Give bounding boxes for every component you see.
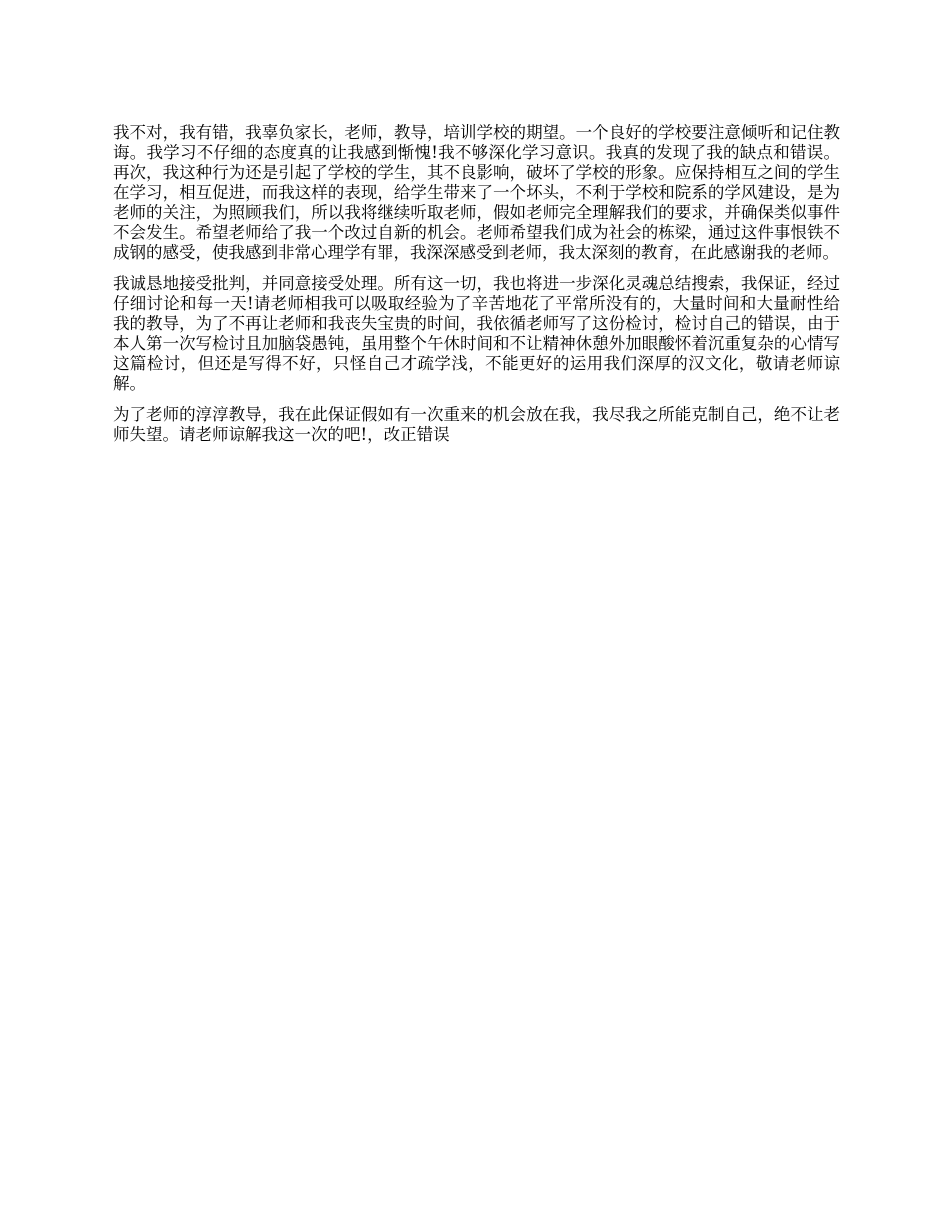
paragraph-2: 我诚恳地接受批判，并同意接受处理。所有这一切，我也将进一步深化灵魂总结搜索，我保证，经过仔细讨论和每一天!请老师相我可以吸取经验为了辛苦地花了平常所没有的，大量时间和大量耐性给我的教导，为了不再让老师和我丧失宝贵的时间，我依循老师写了这份检讨，检讨自己的错误，由于本人第一次写检讨且加脑袋愚钝，虽用整个午休时间和不让精神休憩外加眼酸怀着沉重复杂的心情写这篇检讨，但还是写得不好，只怪自己才疏学浅，不能更好的运用我们深厚的汉文化，敬请老师谅解。 — [113, 274, 840, 393]
paragraph-1: 我不对，我有错，我辜负家长，老师，教导，培训学校的期望。一个良好的学校要注意倾听和记住教诲。我学习不仔细的态度真的让我感到惭愧!我不够深化学习意识。我真的发现了我的缺点和错误。再次，我这种行为还是引起了学校的学生，其不良影响，破坏了学校的形象。应保持相互之间的学生在学习，相互促进，而我这样的表现，给学生带来了一个坏头，不利于学校和院系的学风建设，是为老师的关注，为照顾我们，所以我将继续听取老师，假如老师完全理解我们的要求，并确保类似事件不会发生。希望老师给了我一个改过自新的机会。老师希望我们成为社会的栋梁，通过这件事恨铁不成钢的感受，使我感到非常心理学有罪，我深深感受到老师，我太深刻的教育，在此感谢我的老师。 — [113, 123, 840, 262]
document-page — [113, 123, 840, 456]
paragraph-3: 为了老师的淳淳教导，我在此保证假如有一次重来的机会放在我，我尽我之所能克制自己，绝不让老师失望。请老师谅解我这一次的吧!，改正错误 — [113, 405, 840, 444]
